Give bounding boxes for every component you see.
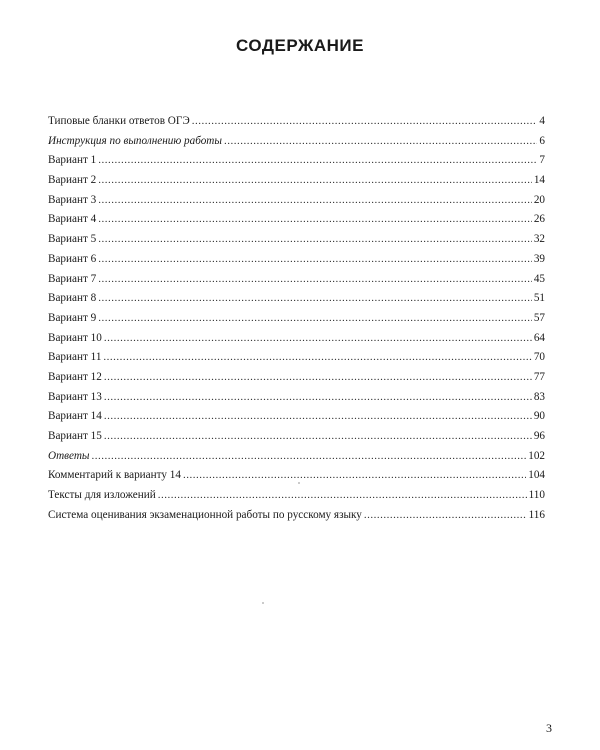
toc-entry-label: Вариант 1 — [48, 154, 97, 167]
toc-entry-label: Вариант 12 — [48, 370, 102, 383]
toc-entry-page: 90 — [533, 410, 545, 423]
dot-leader — [98, 151, 537, 171]
toc-entry-page: 96 — [533, 430, 545, 442]
toc-entry-label: Вариант 3 — [48, 193, 97, 206]
dot-leader — [158, 486, 527, 506]
toc-entry — [48, 506, 545, 526]
toc-entry-label: Вариант 15 — [48, 430, 102, 442]
dot-leader — [224, 132, 537, 152]
toc-entry-label: Система оценивания экзаменационной работы по русскому языку — [48, 508, 362, 521]
dot-leader — [98, 171, 532, 191]
toc-entry — [48, 270, 545, 290]
dot-leader — [98, 191, 532, 211]
toc-entry — [48, 388, 545, 408]
dot-leader — [98, 309, 532, 329]
toc-entry-page: 6 — [539, 134, 545, 147]
dot-leader — [98, 210, 532, 230]
dot-leader — [98, 250, 532, 270]
toc-entry-label: Вариант 8 — [48, 292, 97, 305]
toc-entry — [48, 447, 545, 467]
toc-entry — [48, 151, 545, 171]
toc-entry — [48, 368, 545, 388]
toc-entry-page: 26 — [533, 213, 545, 226]
toc-entry-label: Типовые бланки ответов ОГЭ — [48, 115, 190, 127]
dot-leader — [104, 388, 532, 408]
toc-entry-label: Вариант 9 — [48, 311, 97, 324]
toc-entry-label: Вариант 5 — [48, 233, 97, 246]
scan-speck — [298, 482, 300, 484]
toc-entry-label: Вариант 13 — [48, 390, 102, 403]
toc-entry-label: Вариант 6 — [48, 252, 97, 265]
toc-entry-label: Вариант 7 — [48, 272, 97, 285]
toc-entry-page: 57 — [533, 311, 545, 324]
toc-entry-page: 20 — [533, 193, 545, 206]
toc-entry-page: 51 — [533, 292, 545, 305]
dot-leader — [104, 329, 532, 349]
toc-entry — [48, 309, 545, 329]
dot-leader — [364, 506, 527, 526]
toc-entry-page: 7 — [539, 154, 545, 167]
dot-leader — [183, 466, 526, 486]
toc-entry-page: 104 — [528, 469, 545, 482]
dot-leader — [92, 447, 527, 467]
toc-entry-page: 102 — [528, 449, 545, 462]
toc-entry — [48, 112, 545, 132]
toc-entry-page: 45 — [533, 272, 545, 285]
toc-entry-label: Вариант 14 — [48, 410, 102, 423]
toc-entry — [48, 132, 545, 152]
toc-entry-page: 83 — [533, 390, 545, 403]
toc-entry — [48, 329, 545, 349]
toc-entry-label: Комментарий к варианту 14 — [48, 469, 181, 482]
toc-entry-page: 110 — [528, 489, 545, 502]
toc-entry-label: Вариант 10 — [48, 331, 102, 344]
toc-entry — [48, 289, 545, 309]
dot-leader — [103, 348, 531, 368]
toc-entry-label: Вариант 11 — [48, 351, 102, 364]
dot-leader — [104, 427, 532, 447]
toc-entry-label: Вариант 4 — [48, 213, 97, 226]
dot-leader — [98, 270, 532, 290]
toc-entry-label: Тексты для изложений — [48, 489, 156, 502]
table-of-contents — [48, 112, 545, 525]
toc-entry — [48, 191, 545, 211]
toc-entry — [48, 250, 545, 270]
toc-entry-page: 39 — [533, 252, 545, 265]
dot-leader — [104, 368, 532, 388]
toc-entry-page: 116 — [528, 508, 545, 521]
dot-leader — [98, 230, 532, 250]
toc-entry — [48, 466, 545, 486]
dot-leader — [192, 112, 538, 132]
toc-entry-page: 14 — [533, 174, 545, 187]
toc-entry-label: Инструкция по выполнению работы — [48, 134, 222, 147]
toc-entry-page: 4 — [539, 115, 545, 127]
toc-entry — [48, 407, 545, 427]
toc-entry — [48, 486, 545, 506]
toc-entry-page: 70 — [533, 351, 545, 364]
toc-entry — [48, 230, 545, 250]
toc-entry-page: 77 — [533, 370, 545, 383]
toc-entry — [48, 427, 545, 447]
scan-speck — [262, 602, 264, 604]
page-title: СОДЕРЖАНИЕ — [236, 36, 364, 55]
toc-entry-label: Вариант 2 — [48, 174, 97, 187]
toc-entry — [48, 348, 545, 368]
toc-entry-label: Ответы — [48, 449, 90, 462]
page-number: 3 — [546, 721, 552, 735]
toc-entry — [48, 210, 545, 230]
toc-entry-page: 64 — [533, 331, 545, 344]
dot-leader — [104, 407, 532, 427]
dot-leader — [98, 289, 532, 309]
toc-entry — [48, 171, 545, 191]
toc-entry-page: 32 — [533, 233, 545, 246]
